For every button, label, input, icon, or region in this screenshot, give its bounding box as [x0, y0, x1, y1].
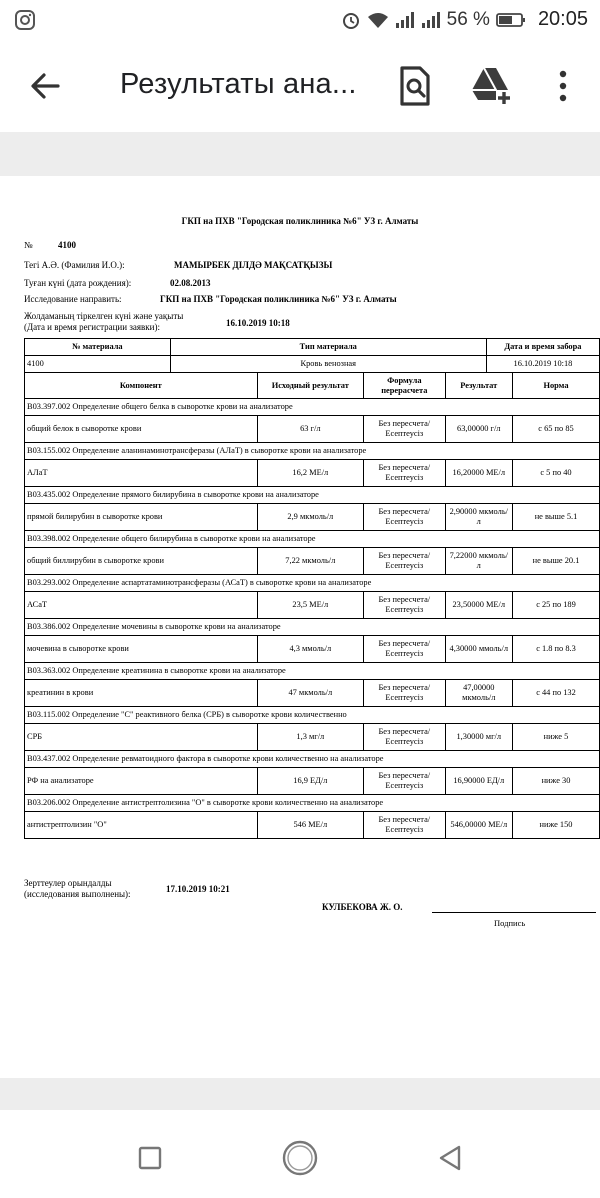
document-title: Результаты ана... [120, 68, 357, 100]
initial-result-cell: 47 мкмоль/л [257, 680, 364, 707]
test-section-title: B03.115.002 Определение "С" реактивного белка (СРБ) в сыворотке крови количественно [25, 707, 600, 724]
formula-line-ru: Без пересчета/ [378, 507, 431, 516]
test-section-title: B03.398.002 Определение общего билирубина в сыворотке крови на анализаторе [25, 531, 600, 548]
formula-line-kz: Есептеусіз [385, 737, 424, 746]
number-label: № [24, 240, 33, 250]
material-type-header: Тип материала [170, 339, 486, 356]
birth-date-value: 02.08.2013 [170, 278, 211, 288]
test-section-row [25, 487, 600, 504]
number-value: 4100 [58, 240, 76, 250]
component-cell: прямой билирубин в сыворотке крови [25, 504, 258, 531]
component-cell: общий биллирубин в сыворотке крови [25, 548, 258, 575]
home-icon [280, 1138, 320, 1178]
formula-header: Формула перерасчета [364, 373, 446, 399]
test-section-title: B03.155.002 Определение аланинаминотрансферазы (АЛаТ) в сыворотке крови на анализаторе [25, 443, 600, 460]
app-bar [0, 40, 600, 132]
formula-cell [364, 460, 446, 487]
clock: 20:05 [537, 8, 588, 30]
test-section-title: B03.293.002 Определение аспартатаминотрансферазы (АСаТ) в сыворотке крови на анализаторе [25, 575, 600, 592]
component-cell: мочевина в сыворотке крови [25, 636, 258, 663]
result-cell: 546,00000 МЕ/л [445, 812, 512, 839]
component-cell: антистрептолизин "О" [25, 812, 258, 839]
initial-result-cell: 1,3 мг/л [257, 724, 364, 751]
result-cell: 16,90000 ЕД/л [445, 768, 512, 795]
test-section-row [25, 399, 600, 416]
test-result-row [25, 724, 600, 751]
signal-icon [395, 11, 415, 29]
norm-cell: с 1.8 по 8.3 [512, 636, 599, 663]
norm-cell: ниже 5 [512, 724, 599, 751]
initial-result-cell: 546 МЕ/л [257, 812, 364, 839]
component-cell: АСаТ [25, 592, 258, 619]
registration-label-ru: (Дата и время регистрации заявки): [24, 322, 160, 332]
birth-date-label: Туған күні (дата рождения): [24, 278, 132, 288]
formula-cell [364, 636, 446, 663]
norm-cell: с 5 по 40 [512, 460, 599, 487]
norm-cell: с 65 по 85 [512, 416, 599, 443]
wifi-icon [367, 11, 389, 29]
formula-line-ru: Без пересчета/ [378, 815, 431, 824]
recents-button[interactable] [130, 1138, 170, 1178]
formula-cell [364, 768, 446, 795]
norm-cell: ниже 150 [512, 812, 599, 839]
formula-line-ru: Без пересчета/ [378, 419, 431, 428]
registration-value: 16.10.2019 10:18 [226, 318, 290, 328]
result-cell: 23,50000 МЕ/л [445, 592, 512, 619]
material-row [25, 356, 600, 373]
test-result-row [25, 548, 600, 575]
norm-cell: с 44 по 132 [512, 680, 599, 707]
clinic-header: ГКП на ПХВ "Городская поликлиника №6" УЗ г. Алматы [181, 216, 419, 226]
results-header-row [25, 373, 600, 399]
initial-result-header: Исходный результат [257, 373, 364, 399]
material-header-row [25, 339, 600, 356]
formula-line-kz: Есептеусіз [385, 605, 424, 614]
formula-line-kz: Есептеусіз [385, 561, 424, 570]
pdf-viewer[interactable] [0, 132, 600, 1110]
material-type: Кровь венозная [170, 356, 486, 373]
formula-line-ru: Без пересчета/ [378, 595, 431, 604]
norm-cell: не выше 20.1 [512, 548, 599, 575]
initial-result-cell: 4,3 ммоль/л [257, 636, 364, 663]
test-section-title: B03.363.002 Определение креатинина в сыворотке крови на анализаторе [25, 663, 600, 680]
material-number-header: № материала [25, 339, 171, 356]
formula-cell [364, 416, 446, 443]
navigation-bar [0, 1110, 600, 1198]
more-vert-icon [548, 64, 578, 108]
test-result-row [25, 812, 600, 839]
result-header: Результат [445, 373, 512, 399]
material-datetime-header: Дата и время забора [486, 339, 599, 356]
test-section-title: B03.435.002 Определение прямого билирубина в сыворотке крови на анализаторе [25, 487, 600, 504]
test-section-title: B03.386.002 Определение мочевины в сыворотке крови на анализаторе [25, 619, 600, 636]
test-section-title: B03.437.002 Определение ревматоидного фактора в сыворотке крови количественно на анализаторе [25, 751, 600, 768]
pdf-page [0, 176, 600, 1078]
signal-icon [421, 11, 441, 29]
battery-percent: 56 % [446, 8, 490, 30]
referral-value: ГКП на ПХВ "Городская поликлиника №6" УЗ г. Алматы [160, 294, 397, 304]
test-section-title: B03.206.002 Определение антистрептолизина "О" в сыворотке крови количественно на анализаторе [25, 795, 600, 812]
formula-line-ru: Без пересчета/ [378, 463, 431, 472]
formula-line-ru: Без пересчета/ [378, 639, 431, 648]
test-result-row [25, 460, 600, 487]
more-options-button[interactable] [548, 64, 578, 108]
component-cell: общий белок в сыворотке крови [25, 416, 258, 443]
back-icon [430, 1138, 470, 1178]
result-cell: 47,00000 мкмоль/л [445, 680, 512, 707]
signature-line [432, 912, 596, 913]
result-cell: 1,30000 мг/л [445, 724, 512, 751]
formula-cell [364, 680, 446, 707]
test-result-row [25, 768, 600, 795]
result-cell: 16,20000 МЕ/л [445, 460, 512, 487]
norm-header: Норма [512, 373, 599, 399]
add-to-drive-button[interactable] [470, 64, 510, 108]
formula-line-kz: Есептеусіз [385, 825, 424, 834]
add-to-drive-icon [470, 64, 514, 108]
results-table [24, 338, 600, 839]
formula-cell [364, 724, 446, 751]
result-cell: 2,90000 мкмоль/л [445, 504, 512, 531]
norm-cell: ниже 30 [512, 768, 599, 795]
test-section-row [25, 443, 600, 460]
registration-label: Жолдаманың тіркелген күні және уақыты [24, 311, 184, 321]
formula-cell [364, 548, 446, 575]
test-result-row [25, 592, 600, 619]
formula-line-kz: Есептеусіз [385, 781, 424, 790]
test-result-row [25, 680, 600, 707]
completed-datetime: 17.10.2019 10:21 [166, 884, 230, 894]
doctor-name: КУЛБЕКОВА Ж. О. [322, 902, 403, 912]
formula-line-ru: Без пересчета/ [378, 771, 431, 780]
test-result-row [25, 504, 600, 531]
initial-result-cell: 16,2 МЕ/л [257, 460, 364, 487]
component-cell: креатинин в крови [25, 680, 258, 707]
component-header: Компонент [25, 373, 258, 399]
component-cell: СРБ [25, 724, 258, 751]
formula-line-ru: Без пересчета/ [378, 683, 431, 692]
material-number: 4100 [25, 356, 171, 373]
formula-line-kz: Есептеусіз [385, 429, 424, 438]
back-nav-button[interactable] [430, 1138, 470, 1178]
completed-label [24, 878, 131, 900]
formula-line-ru: Без пересчета/ [378, 551, 431, 560]
initial-result-cell: 7,22 мкмоль/л [257, 548, 364, 575]
initial-result-cell: 16,9 ЕД/л [257, 768, 364, 795]
home-button[interactable] [280, 1138, 320, 1178]
alarm-icon [341, 10, 361, 30]
initial-result-cell: 23,5 МЕ/л [257, 592, 364, 619]
signature-label: Подпись [494, 918, 526, 928]
result-cell: 7,22000 мкмоль/л [445, 548, 512, 575]
norm-cell: не выше 5.1 [512, 504, 599, 531]
test-section-row [25, 751, 600, 768]
completed-label-kz: Зерттеулер орындалды [24, 878, 112, 888]
back-arrow-icon [24, 66, 64, 106]
formula-line-kz: Есептеусіз [385, 649, 424, 658]
initial-result-cell: 2,9 мкмоль/л [257, 504, 364, 531]
back-button[interactable] [24, 66, 64, 106]
test-section-row [25, 707, 600, 724]
find-in-page-button[interactable] [394, 64, 434, 108]
status-bar [0, 0, 600, 40]
norm-cell: с 25 по 189 [512, 592, 599, 619]
test-section-row [25, 619, 600, 636]
instagram-icon [14, 9, 36, 31]
test-section-row [25, 531, 600, 548]
find-in-page-icon [394, 64, 434, 108]
test-section-row [25, 575, 600, 592]
component-cell: АЛаТ [25, 460, 258, 487]
completed-label-ru: (исследования выполнены): [24, 889, 131, 899]
result-cell: 63,00000 г/л [445, 416, 512, 443]
formula-line-kz: Есептеусіз [385, 473, 424, 482]
formula-line-ru: Без пересчета/ [378, 727, 431, 736]
formula-line-kz: Есептеусіз [385, 517, 424, 526]
patient-name-label: Тегі А.Ә. (Фамилия И.О.): [24, 260, 125, 270]
test-section-row [25, 795, 600, 812]
recents-icon [130, 1138, 170, 1178]
initial-result-cell: 63 г/л [257, 416, 364, 443]
patient-name-value: МАМЫРБЕК ДІЛДӘ МАҚСАТҚЫЗЫ [174, 260, 333, 270]
formula-cell [364, 504, 446, 531]
test-result-row [25, 416, 600, 443]
component-cell: РФ на анализаторе [25, 768, 258, 795]
test-result-row [25, 636, 600, 663]
formula-cell [364, 812, 446, 839]
formula-cell [364, 592, 446, 619]
test-section-title: B03.397.002 Определение общего белка в сыворотке крови на анализаторе [25, 399, 600, 416]
result-cell: 4,30000 ммоль/л [445, 636, 512, 663]
battery-icon [496, 12, 526, 28]
referral-label: Исследование направить: [24, 294, 122, 304]
test-section-row [25, 663, 600, 680]
formula-line-kz: Есептеусіз [385, 693, 424, 702]
material-datetime: 16.10.2019 10:18 [486, 356, 599, 373]
